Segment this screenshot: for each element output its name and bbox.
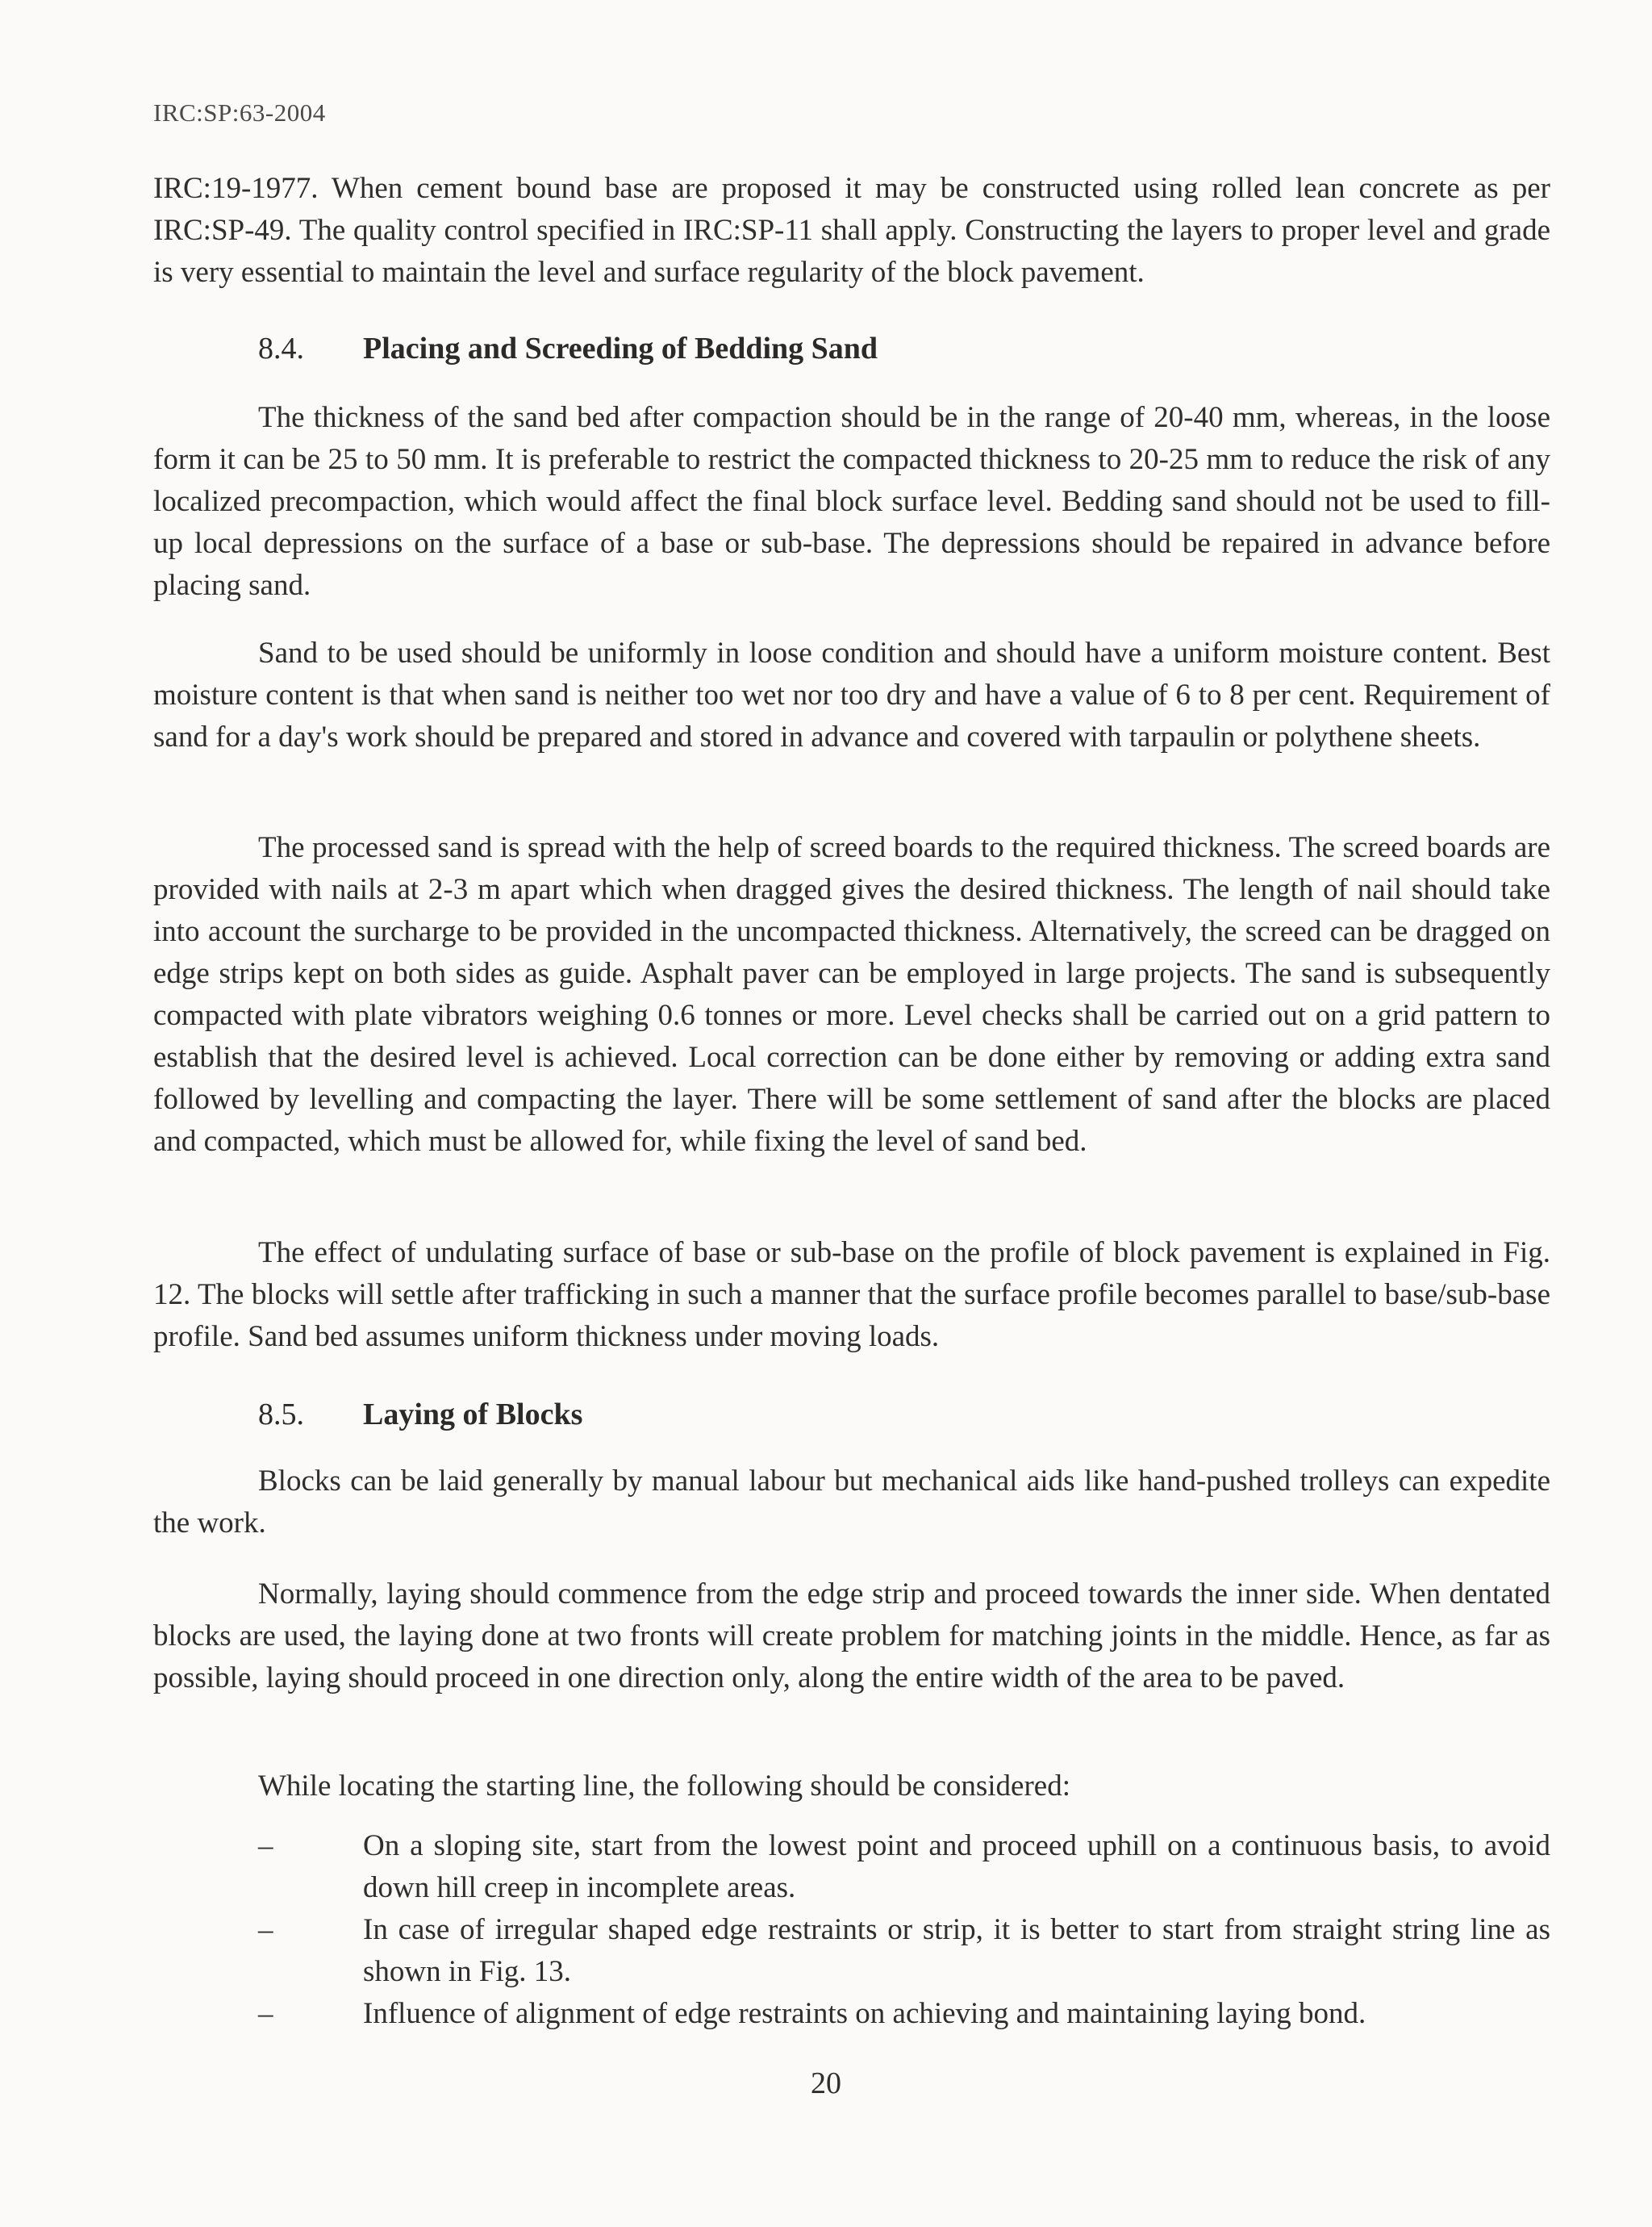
paragraph-sand-thickness: The thickness of the sand bed after compaction should be in the range of 20-40 mm, whereas, in the loose form it can be 25 to 50 mm. It is preferable to restrict the compacted thickness to 20-25 mm to reduce the risk of any localized precompaction, which would affect the final block surface level. Bedding sand should not be used to fill-up local depressions on the surface of a base or sub-base. The depressions should be repaired in advance before placing sand. bbox=[153, 401, 1550, 602]
paragraph-starting-line: While locating the starting line, the following should be considered: bbox=[258, 1769, 1070, 1803]
section-title: Laying of Blocks bbox=[363, 1398, 583, 1431]
paragraph-undulating-surface: The effect of undulating surface of base or sub-base on the profile of block pavement is explained in Fig. 12. The blocks will settle after trafficking in such a manner that the surface profile becomes parallel to base/sub-base profile. Sand bed assumes uniform thickness under moving loads. bbox=[153, 1236, 1550, 1353]
section-number: 8.4. bbox=[258, 332, 304, 366]
section-heading-8-5 bbox=[258, 1393, 582, 1435]
paragraph-manual-labour: Blocks can be laid generally by manual labour but mechanical aids like hand-pushed trolleys can expedite the work. bbox=[153, 1464, 1550, 1540]
list-dash: – bbox=[258, 1913, 273, 1946]
list-item-text: Influence of alignment of edge restraints on achieving and maintaining laying bond. bbox=[363, 1997, 1366, 2030]
paragraph-screeding: The processed sand is spread with the help of screed boards to the required thickness. The screed boards are provided with nails at 2-3 m apart which when dragged gives the desired thickness. The length of nail should take into account the surcharge to be provided in the uncompacted thickness. Alternatively, the screed can be dragged on edge strips kept on both sides as guide. Asphalt paver can be employed in large projects. The sand is subsequently compacted with plate vibrators weighing 0.6 tonnes or more. Level checks shall be carried out on a grid pattern to establish that the desired level is achieved. Local correction can be done either by removing or adding extra sand followed by levelling and compacting the layer. There will be some settlement of sand after the blocks are placed and compacted, which must be allowed for, while fixing the level of sand bed. bbox=[153, 831, 1550, 1158]
list-dash: – bbox=[258, 1997, 273, 2030]
document-code-header: IRC:SP:63-2004 bbox=[153, 98, 326, 127]
paragraph-base-construction: IRC:19-1977. When cement bound base are proposed it may be constructed using rolled lean concrete as per IRC:SP-49. The quality control specified in IRC:SP-11 shall apply. Constructing the layers to proper level and grade is very essential to maintain the level and surface regularity of the block pavement. bbox=[153, 172, 1550, 289]
section-number: 8.5. bbox=[258, 1398, 304, 1431]
list-dash: – bbox=[258, 1829, 273, 1862]
paragraph-laying-direction: Normally, laying should commence from the edge strip and proceed towards the inner side. When dentated blocks are used, the laying done at two fronts will create problem for matching joints in the middle. Hence, as far as possible, laying should proceed in one direction only, along the entire width of the area to be paved. bbox=[153, 1577, 1550, 1694]
list-item-text: In case of irregular shaped edge restraints or strip, it is better to start from straight string line as shown in Fig. 13. bbox=[363, 1913, 1550, 1988]
paragraph-sand-moisture: Sand to be used should be uniformly in loose condition and should have a uniform moisture content. Best moisture content is that when sand is neither too wet nor too dry and have a value of 6 to 8 per cent. Requirement of sand for a day's work should be prepared and stored in advance and covered with tarpaulin or polythene sheets. bbox=[153, 637, 1550, 754]
section-heading-8-4 bbox=[258, 328, 878, 370]
list-item-text: On a sloping site, start from the lowest point and proceed uphill on a continuous basis, to avoid down hill creep in incomplete areas. bbox=[363, 1829, 1550, 1904]
page-number: 20 bbox=[811, 2066, 841, 2100]
section-title: Placing and Screeding of Bedding Sand bbox=[363, 332, 878, 366]
